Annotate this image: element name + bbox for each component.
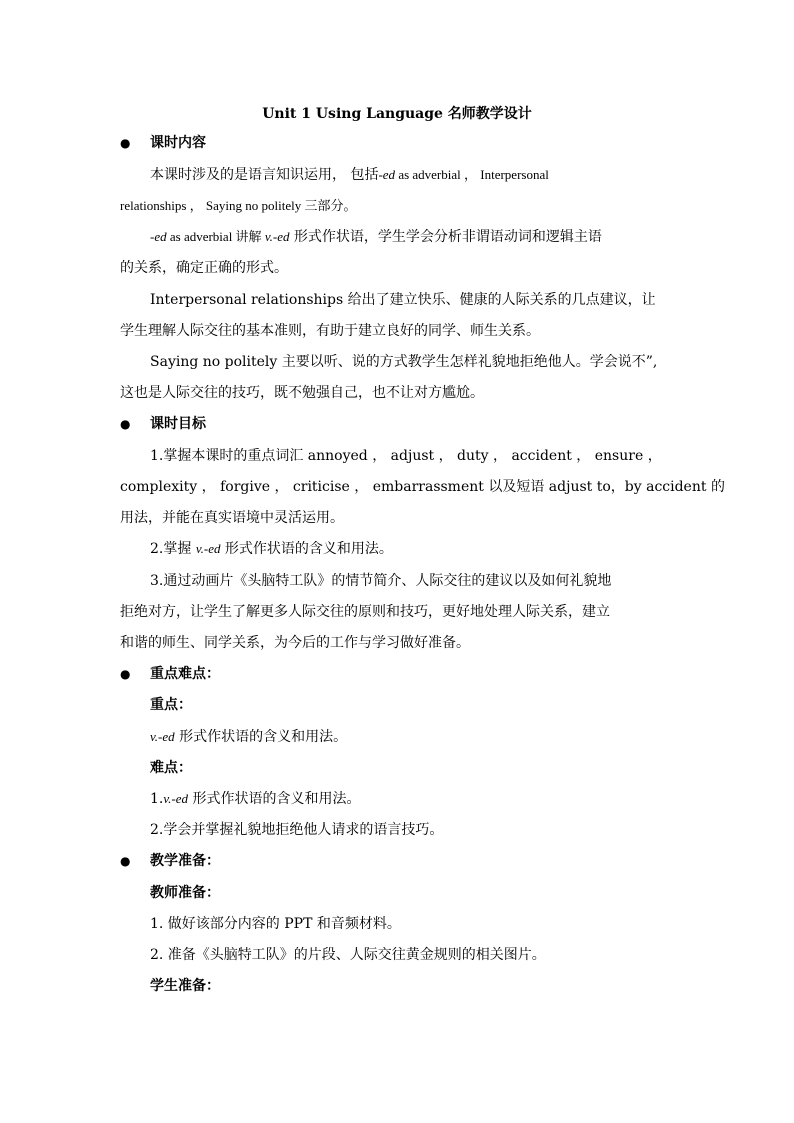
bullet-icon: ●	[120, 417, 131, 431]
paragraph-line: 2.学会并掌握礼貌地拒绝他人请求的语言技巧。	[150, 822, 444, 838]
text-run: 本课时涉及的是语言知识运用， 包括	[150, 167, 379, 183]
text-run: as adverbial ， Interpersonal	[395, 167, 549, 182]
bullet-icon: ●	[120, 136, 131, 150]
paragraph-line	[150, 165, 680, 185]
heading-text: 教学准备：	[150, 853, 220, 869]
document-title: Unit 1 Using Language 名师教学设计	[262, 106, 532, 122]
paragraph-line: Interpersonal relationships 给出了建立快乐、健康的人际关系的几点建议，让	[150, 292, 656, 308]
paragraph-line	[150, 227, 680, 247]
text-run: 2.掌握	[150, 541, 196, 557]
text-run: v.-ed	[150, 729, 175, 744]
difficulty-label: 难点：	[150, 760, 192, 776]
paragraph-line	[150, 727, 680, 747]
teacher-prep-label: 教师准备：	[150, 885, 220, 901]
text-run: 1.	[150, 791, 164, 807]
text-run: 形式作状语的含义和用法。	[220, 541, 393, 557]
paragraph-line: 和谐的师生、同学关系，为今后的工作与学习做好准备。	[120, 635, 470, 651]
student-prep-label: 学生准备：	[150, 978, 220, 994]
heading-text: 课时目标	[150, 416, 206, 432]
paragraph-line: complexity ， forgive ， criticise ， embarrassment 以及短语 adjust to，by accident 的	[120, 479, 725, 495]
text-run: 形式作状语，学生学会分析非谓语动词和逻辑主语	[289, 229, 602, 245]
heading-text: 课时内容	[150, 135, 206, 151]
paragraph-line: 2. 准备《头脑特工队》的片段、人际交往黄金规则的相关图片。	[150, 947, 546, 963]
paragraph-line: 拒绝对方，让学生了解更多人际交往的原则和技巧，更好地处理人际关系，建立	[120, 604, 610, 620]
bullet-icon: ●	[120, 854, 131, 868]
section-heading-content	[120, 133, 206, 153]
bullet-icon: ●	[120, 667, 131, 681]
paragraph-line: 的关系，确定正确的形式。	[120, 260, 288, 276]
text-run: 形式作状语的含义和用法。	[188, 791, 361, 807]
text-run: as adverbial 讲解	[166, 229, 265, 244]
text-run: -ed	[378, 167, 396, 182]
text-run: 形式作状语的含义和用法。	[174, 729, 348, 745]
text-run: v.-ed	[264, 229, 290, 244]
section-heading-goals	[120, 414, 206, 434]
paragraph-line: relationships ， Saying no politely 三部分。	[120, 198, 357, 213]
paragraph-line: 3.通过动画片《头脑特工队》的情节简介、人际交往的建议以及如何礼貌地	[150, 573, 612, 589]
paragraph-line: 这也是人际交往的技巧，既不勉强自己，也不让对方尴尬。	[120, 385, 484, 401]
key-label: 重点：	[150, 697, 192, 713]
text-run: v.-ed	[195, 541, 221, 556]
paragraph-line: 学生理解人际交往的基本准则，有助于建立良好的同学、师生关系。	[120, 323, 540, 339]
heading-text: 重点难点：	[150, 666, 220, 682]
paragraph-line	[150, 539, 680, 559]
text-run: v.-ed	[163, 791, 189, 806]
text-run: -ed	[150, 229, 167, 244]
paragraph-line: 用法，并能在真实语境中灵活运用。	[120, 510, 344, 526]
paragraph-line: 1. 做好该部分内容的 PPT 和音频材料。	[150, 916, 401, 932]
section-heading-key-points	[120, 664, 220, 684]
paragraph-line: 1.掌握本课时的重点词汇 annoyed ， adjust ， duty ， accident ， ensure ，	[150, 448, 662, 464]
paragraph-line: Saying no politely 主要以听、说的方式教学生怎样礼貌地拒绝他人。学会说不”,	[150, 354, 658, 370]
paragraph-line	[150, 789, 680, 809]
section-heading-prep	[120, 851, 220, 871]
